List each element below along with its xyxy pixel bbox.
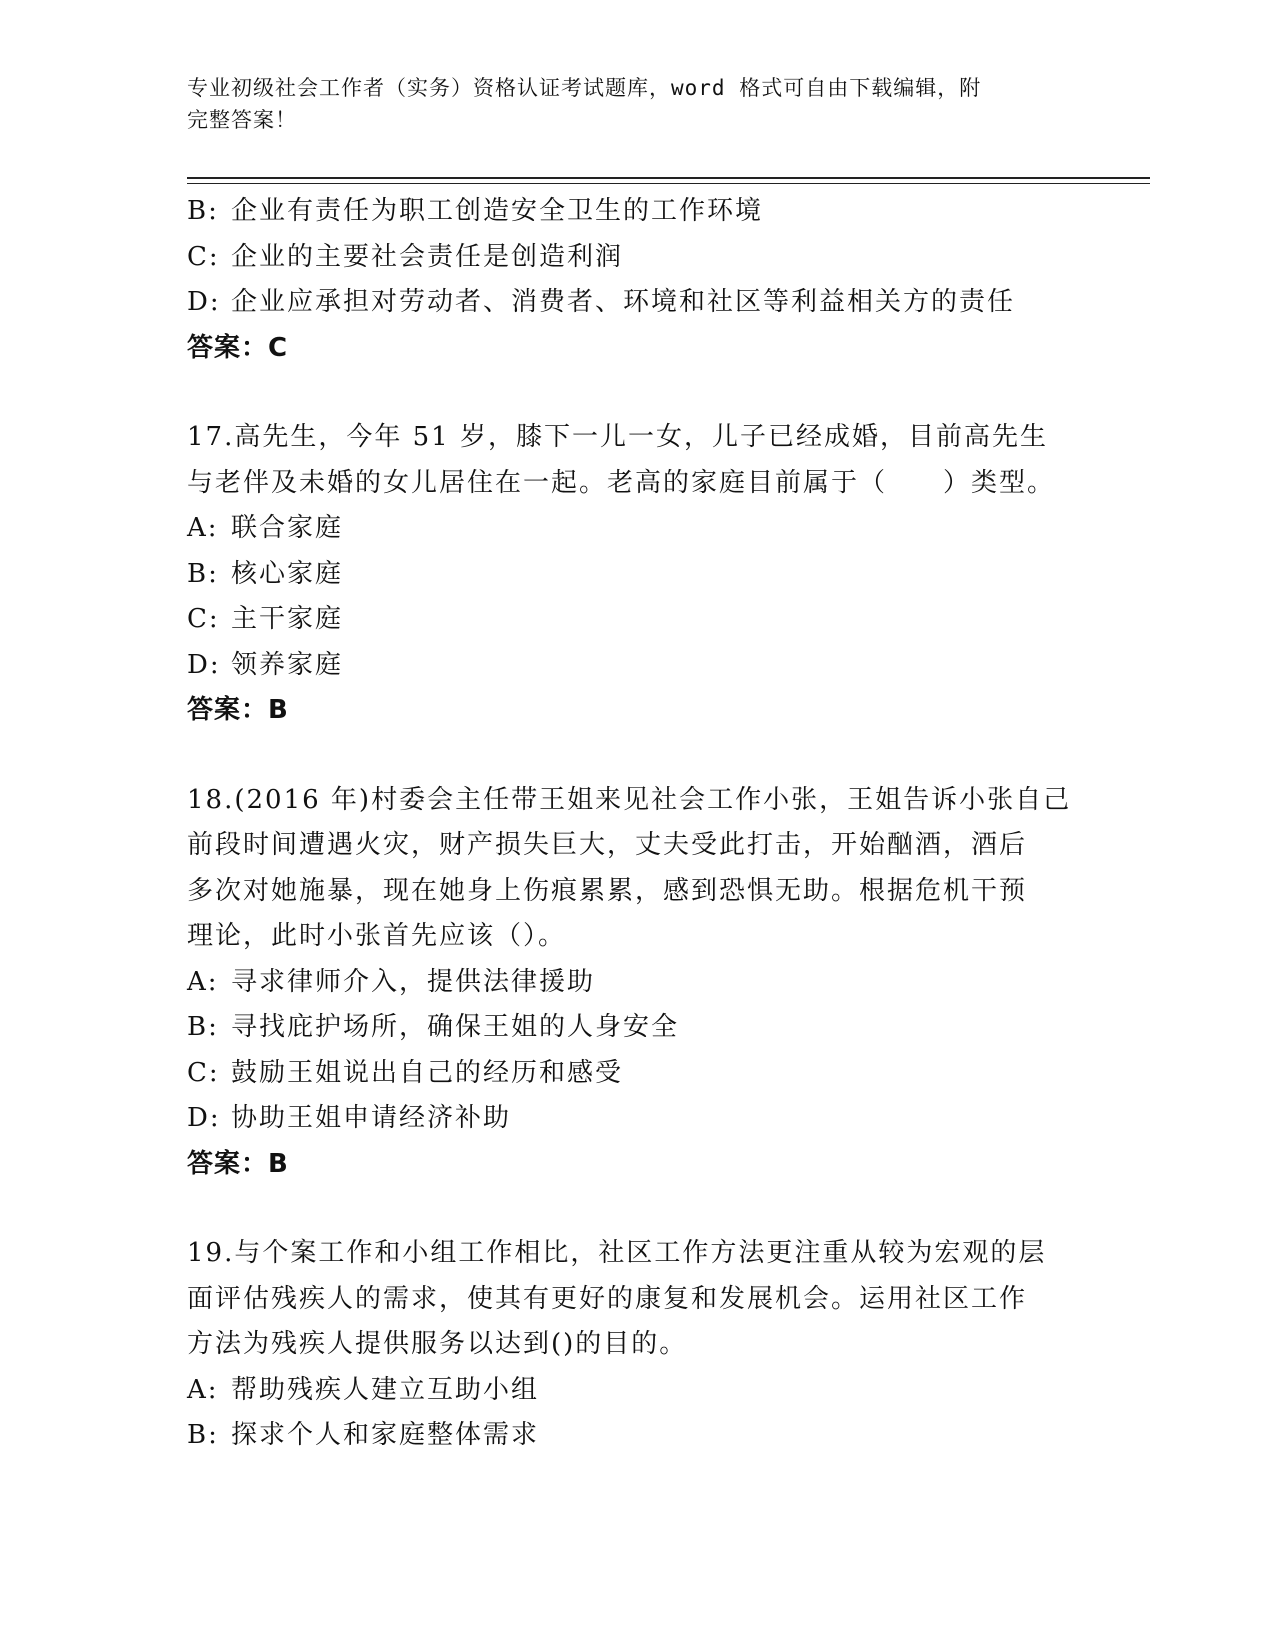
question-16-continued	[187, 189, 1087, 371]
option-text: 企业的主要社会责任是创造利润	[231, 241, 624, 272]
question-stem-line: 17.高先生，今年 51 岁，膝下一儿一女，儿子已经成婚，目前高先生	[187, 422, 1048, 452]
option-letter: D:	[187, 649, 221, 680]
option-letter: D:	[187, 287, 221, 317]
option-text: 企业有责任为职工创造安全卫生的工作环境	[231, 196, 764, 226]
document-body	[187, 189, 1087, 1459]
option-text: 联合家庭	[231, 513, 344, 543]
option-text: 寻求律师介入，提供法律援助	[231, 966, 596, 997]
option-b	[187, 189, 1087, 235]
header-divider	[187, 183, 1150, 184]
option-a	[187, 960, 1087, 1006]
option-c	[187, 235, 1087, 281]
question-stem-line: 前段时间遭遇火灾，财产损失巨大，丈夫受此打击，开始酗酒，酒后	[187, 830, 1028, 860]
question-stem-line: 方法为残疾人提供服务以达到()的目的。	[187, 1329, 688, 1359]
option-text: 探求个人和家庭整体需求	[231, 1420, 540, 1450]
question-stem-line: 与老伴及未婚的女儿居住在一起。老高的家庭目前属于（ ）类型。	[187, 467, 1056, 498]
option-a	[187, 1368, 1087, 1414]
option-letter: A:	[187, 513, 219, 543]
option-text: 核心家庭	[231, 558, 344, 589]
option-text: 鼓励王姐说出自己的经历和感受	[231, 1057, 624, 1088]
option-text: 帮助残疾人建立互助小组	[231, 1374, 540, 1405]
option-b	[187, 552, 1087, 598]
option-letter: A:	[187, 1374, 219, 1405]
question-stem-line: 多次对她施暴，现在她身上伤痕累累，感到恐惧无助。根据危机干预	[187, 875, 1028, 906]
option-a	[187, 506, 1087, 552]
option-letter: C:	[187, 241, 220, 272]
option-b	[187, 1413, 1087, 1459]
option-letter: B:	[187, 1420, 219, 1450]
question-stem-line: 19.与个案工作和小组工作相比，社区工作方法更注重从较为宏观的层	[187, 1238, 1047, 1268]
option-c	[187, 597, 1087, 643]
option-d	[187, 643, 1087, 689]
option-letter: C:	[187, 604, 220, 634]
option-letter: C:	[187, 1057, 220, 1088]
question-19	[187, 1231, 1087, 1459]
option-b	[187, 1005, 1087, 1051]
question-18	[187, 778, 1087, 1188]
answer-line: 答案：B	[187, 1148, 289, 1179]
question-stem-line: 理论，此时小张首先应该（）。	[187, 921, 567, 951]
option-c	[187, 1051, 1087, 1097]
option-letter: B:	[187, 558, 219, 589]
option-letter: B:	[187, 1012, 219, 1042]
answer-line: 答案：B	[187, 695, 289, 725]
option-text: 协助王姐申请经济补助	[231, 1103, 512, 1133]
option-d	[187, 280, 1087, 326]
option-letter: D:	[187, 1103, 221, 1133]
option-text: 寻找庇护场所，确保王姐的人身安全	[231, 1012, 680, 1042]
option-text: 主干家庭	[231, 604, 344, 634]
header-line: 完整答案！	[187, 108, 297, 132]
question-stem-line: 18.(2016 年)村委会主任带王姐来见社会工作小张，王姐告诉小张自己	[187, 784, 1072, 815]
page-header	[187, 72, 1067, 136]
option-text: 企业应承担对劳动者、消费者、环境和社区等利益相关方的责任	[231, 287, 1016, 317]
question-17	[187, 415, 1087, 734]
header-line: 专业初级社会工作者（实务）资格认证考试题库，word 格式可自由下载编辑，附	[187, 76, 982, 100]
answer-line: 答案：C	[187, 332, 289, 363]
option-text: 领养家庭	[231, 649, 344, 680]
option-letter: B:	[187, 196, 219, 226]
option-d	[187, 1096, 1087, 1142]
header-divider	[187, 177, 1150, 179]
question-stem-line: 面评估残疾人的需求，使其有更好的康复和发展机会。运用社区工作	[187, 1283, 1028, 1314]
option-letter: A:	[187, 966, 219, 997]
